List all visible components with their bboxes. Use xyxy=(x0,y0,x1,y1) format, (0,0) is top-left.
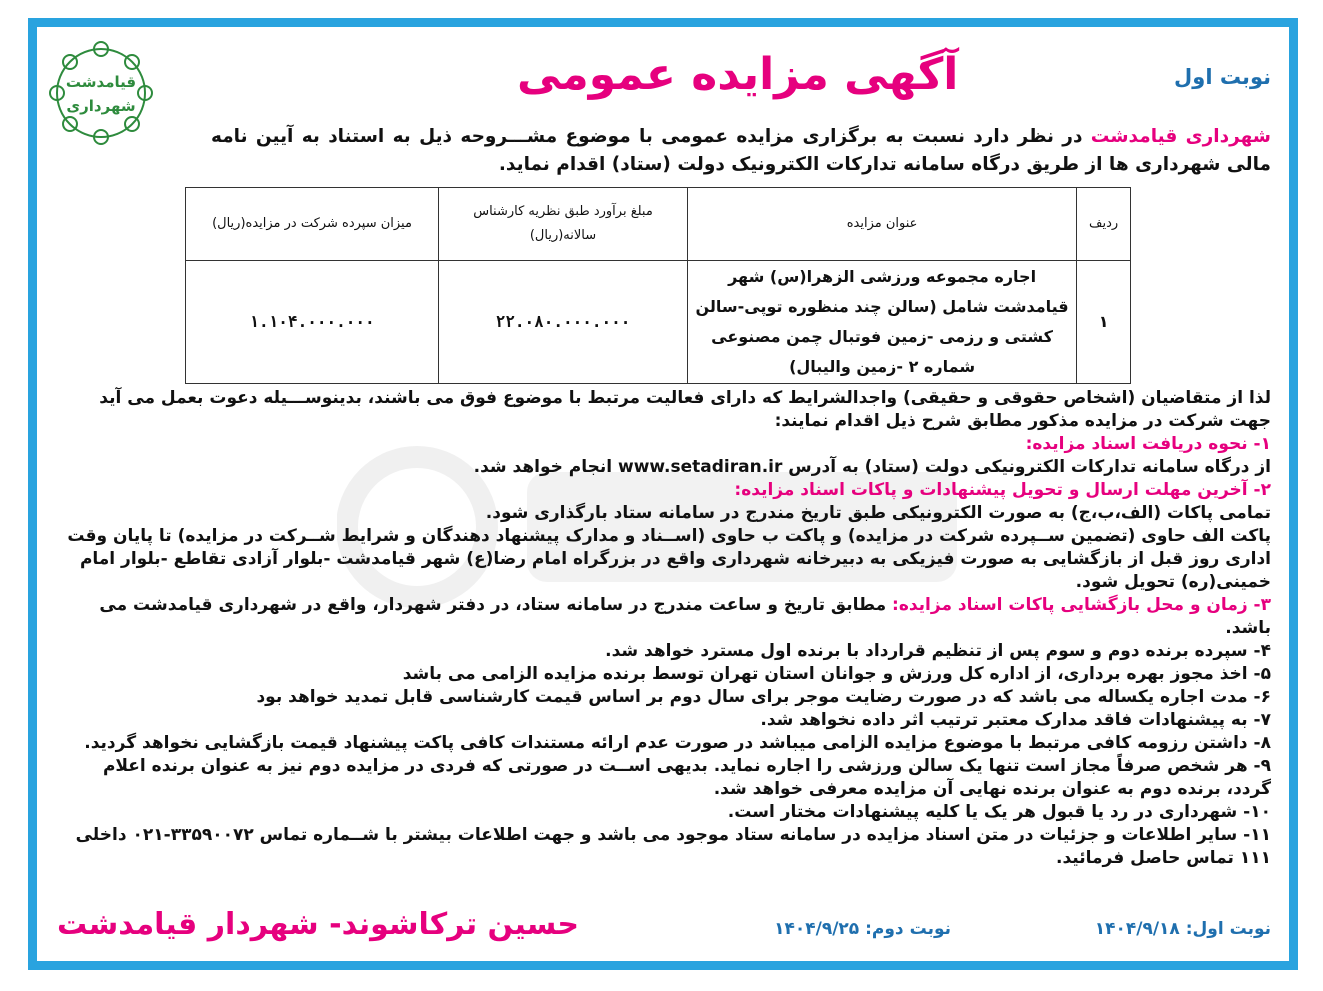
logo-text-top: قیامدشت xyxy=(65,73,137,91)
second-round-date: نوبت دوم: ۱۴۰۴/۹/۲۵ xyxy=(774,919,951,939)
section-3 xyxy=(57,594,1271,640)
footer xyxy=(57,907,1271,947)
round-label: نوبت اول xyxy=(1174,65,1271,89)
notice-frame xyxy=(28,18,1298,970)
logo-text-bottom: شهرداری xyxy=(66,97,136,115)
section-3-text: مطابق تاریخ و ساعت مندرج در سامانه ستاد، در دفتر شهردار، واقع در شهرداری قیامدشت می باشد. xyxy=(99,595,1271,638)
section-1-heading: ۱- نحوه دریافت اسناد مزایده: xyxy=(1025,434,1271,454)
cell-row-number: ۱ xyxy=(1077,261,1131,384)
header-auction-title: عنوان مزایده xyxy=(687,188,1076,261)
org-name: شهرداری قیامدشت xyxy=(1090,126,1271,147)
municipality-logo xyxy=(45,37,157,149)
item-6: ۶- مدت اجاره یکساله می باشد که در صورت رضایت موجر برای سال دوم بر اساس قیمت کارشناسی قابل تمدید خواهد بود xyxy=(256,687,1271,707)
item-8: ۸- داشتن رزومه کافی مرتبط با موضوع مزایده الزامی میباشد در صورت عدم ارائه مستندات کافی پاکت پیشنهاد قیمت بازگشایی نخواهد گردید. xyxy=(84,733,1271,753)
item-9: ۹- هر شخص صرفاً مجاز است تنها یک سالن ورزشی را اجاره نماید. بدیهی اســت در صورتی که فردی در مزایده دوم نیز به عنوان برنده اعلام گردد، برنده دوم به عنوان برنده نهایی آن مزایده معرفی خواهد شد. xyxy=(102,756,1271,799)
item-10: ۱۰- شهرداری در رد یا قبول هر یک یا کلیه پیشنهادات مختار است. xyxy=(727,802,1271,822)
section-2-text-2: پاکت الف حاوی (تضمین ســپرده شرکت در مزایده) و پاکت ب حاوی (اســناد و مدارک پیشنهاد دهندگان و شرایط شــرکت در مزایده) تا پایان وقت اداری روز قبل از بازگشایی به صورت فیزیکی به دبیرخانه شهرداری واقع در بزرگراه امام رضا(ع) شهر قیامدشت -بلوار آزادی تقاطع -بلوار امام خمینی(ره) تحویل شود. xyxy=(67,526,1271,592)
intro-paragraph xyxy=(211,123,1271,179)
item-7: ۷- به پیشنهادات فاقد مدارک معتبر ترتیب اثر داده نخواهد شد. xyxy=(760,710,1271,730)
notice-body xyxy=(57,387,1271,870)
table-row xyxy=(186,261,1131,384)
section-3-heading: ۳- زمان و محل بازگشایی پاکات اسناد مزایده: xyxy=(892,595,1271,615)
section-2-text-1: تمامی پاکات (الف،ب،ج) به صورت الکترونیکی طبق تاریخ مندرج در سامانه ستاد بارگذاری شود. xyxy=(485,503,1271,523)
header-row-number: ردیف xyxy=(1077,188,1131,261)
item-11: ۱۱- سایر اطلاعات و جزئیات در متن اسناد مزایده در سامانه ستاد موجود می باشد و جهت اطلاعات بیشتر با شــماره تماس ۳۳۵۹۰۰۷۲-۰۲۱ داخلی ۱۱۱ تماس حاصل فرمائید. xyxy=(75,825,1271,868)
mayor-signature: حسین ترکاشوند- شهردار قیامدشت xyxy=(57,907,579,942)
first-round-date: نوبت اول: ۱۴۰۴/۹/۱۸ xyxy=(1094,919,1271,939)
item-5: ۵- اخذ مجوز بهره برداری، از اداره کل ورزش و جوانان استان تهران توسط برنده مزایده الزامی می باشد xyxy=(402,664,1271,684)
cell-auction-title: اجاره مجموعه ورزشی الزهرا(س) شهر قیامدشت شامل (سالن چند منظوره توپی-سالن کشتی و رزمی -زمین فوتبال چمن مصنوعی شماره ۲ -زمین والیبال) xyxy=(687,261,1076,384)
item-4: ۴- سپرده برنده دوم و سوم پس از تنظیم قرارداد با برنده اول مسترد خواهد شد. xyxy=(605,641,1271,661)
page-title: آگهی مزایده عمومی xyxy=(517,49,959,100)
header-deposit: میزان سپرده شرکت در مزایده(ریال) xyxy=(186,188,439,261)
cell-estimate: ۲۲.۰۸۰.۰۰۰.۰۰۰ xyxy=(439,261,688,384)
section-2-heading: ۲- آخرین مهلت ارسال و تحویل پیشنهادات و پاکات اسناد مزایده: xyxy=(734,480,1271,500)
table-header-row xyxy=(186,188,1131,261)
intro-text: در نظر دارد نسبت به برگزاری مزایده عمومی با موضوع مشـــروحه ذیل به استناد به آیین نامه مالی شهرداری ها از طریق درگاه سامانه تدارکات الکترونیک دولت (ستاد) اقدام نماید. xyxy=(211,126,1271,175)
cell-deposit: ۱.۱۰۴.۰۰۰.۰۰۰ xyxy=(186,261,439,384)
section-1-text: از درگاه سامانه تدارکات الکترونیکی دولت (ستاد) به آدرس www.setadiran.ir انجام خواهد شد. xyxy=(473,457,1271,477)
auction-table xyxy=(185,187,1131,384)
invitation-text: لذا از متقاضیان (اشخاص حقوقی و حقیقی) واجدالشرایط که دارای فعالیت مرتبط با موضوع فوق می باشند، بدینوســـیله دعوت بعمل می آید جهت شرکت در مزایده مذکور مطابق شرح ذیل اقدام نمایند: xyxy=(99,388,1271,431)
header-estimate: مبلغ برآورد طبق نظریه کارشناس سالانه(ریال) xyxy=(439,188,688,261)
